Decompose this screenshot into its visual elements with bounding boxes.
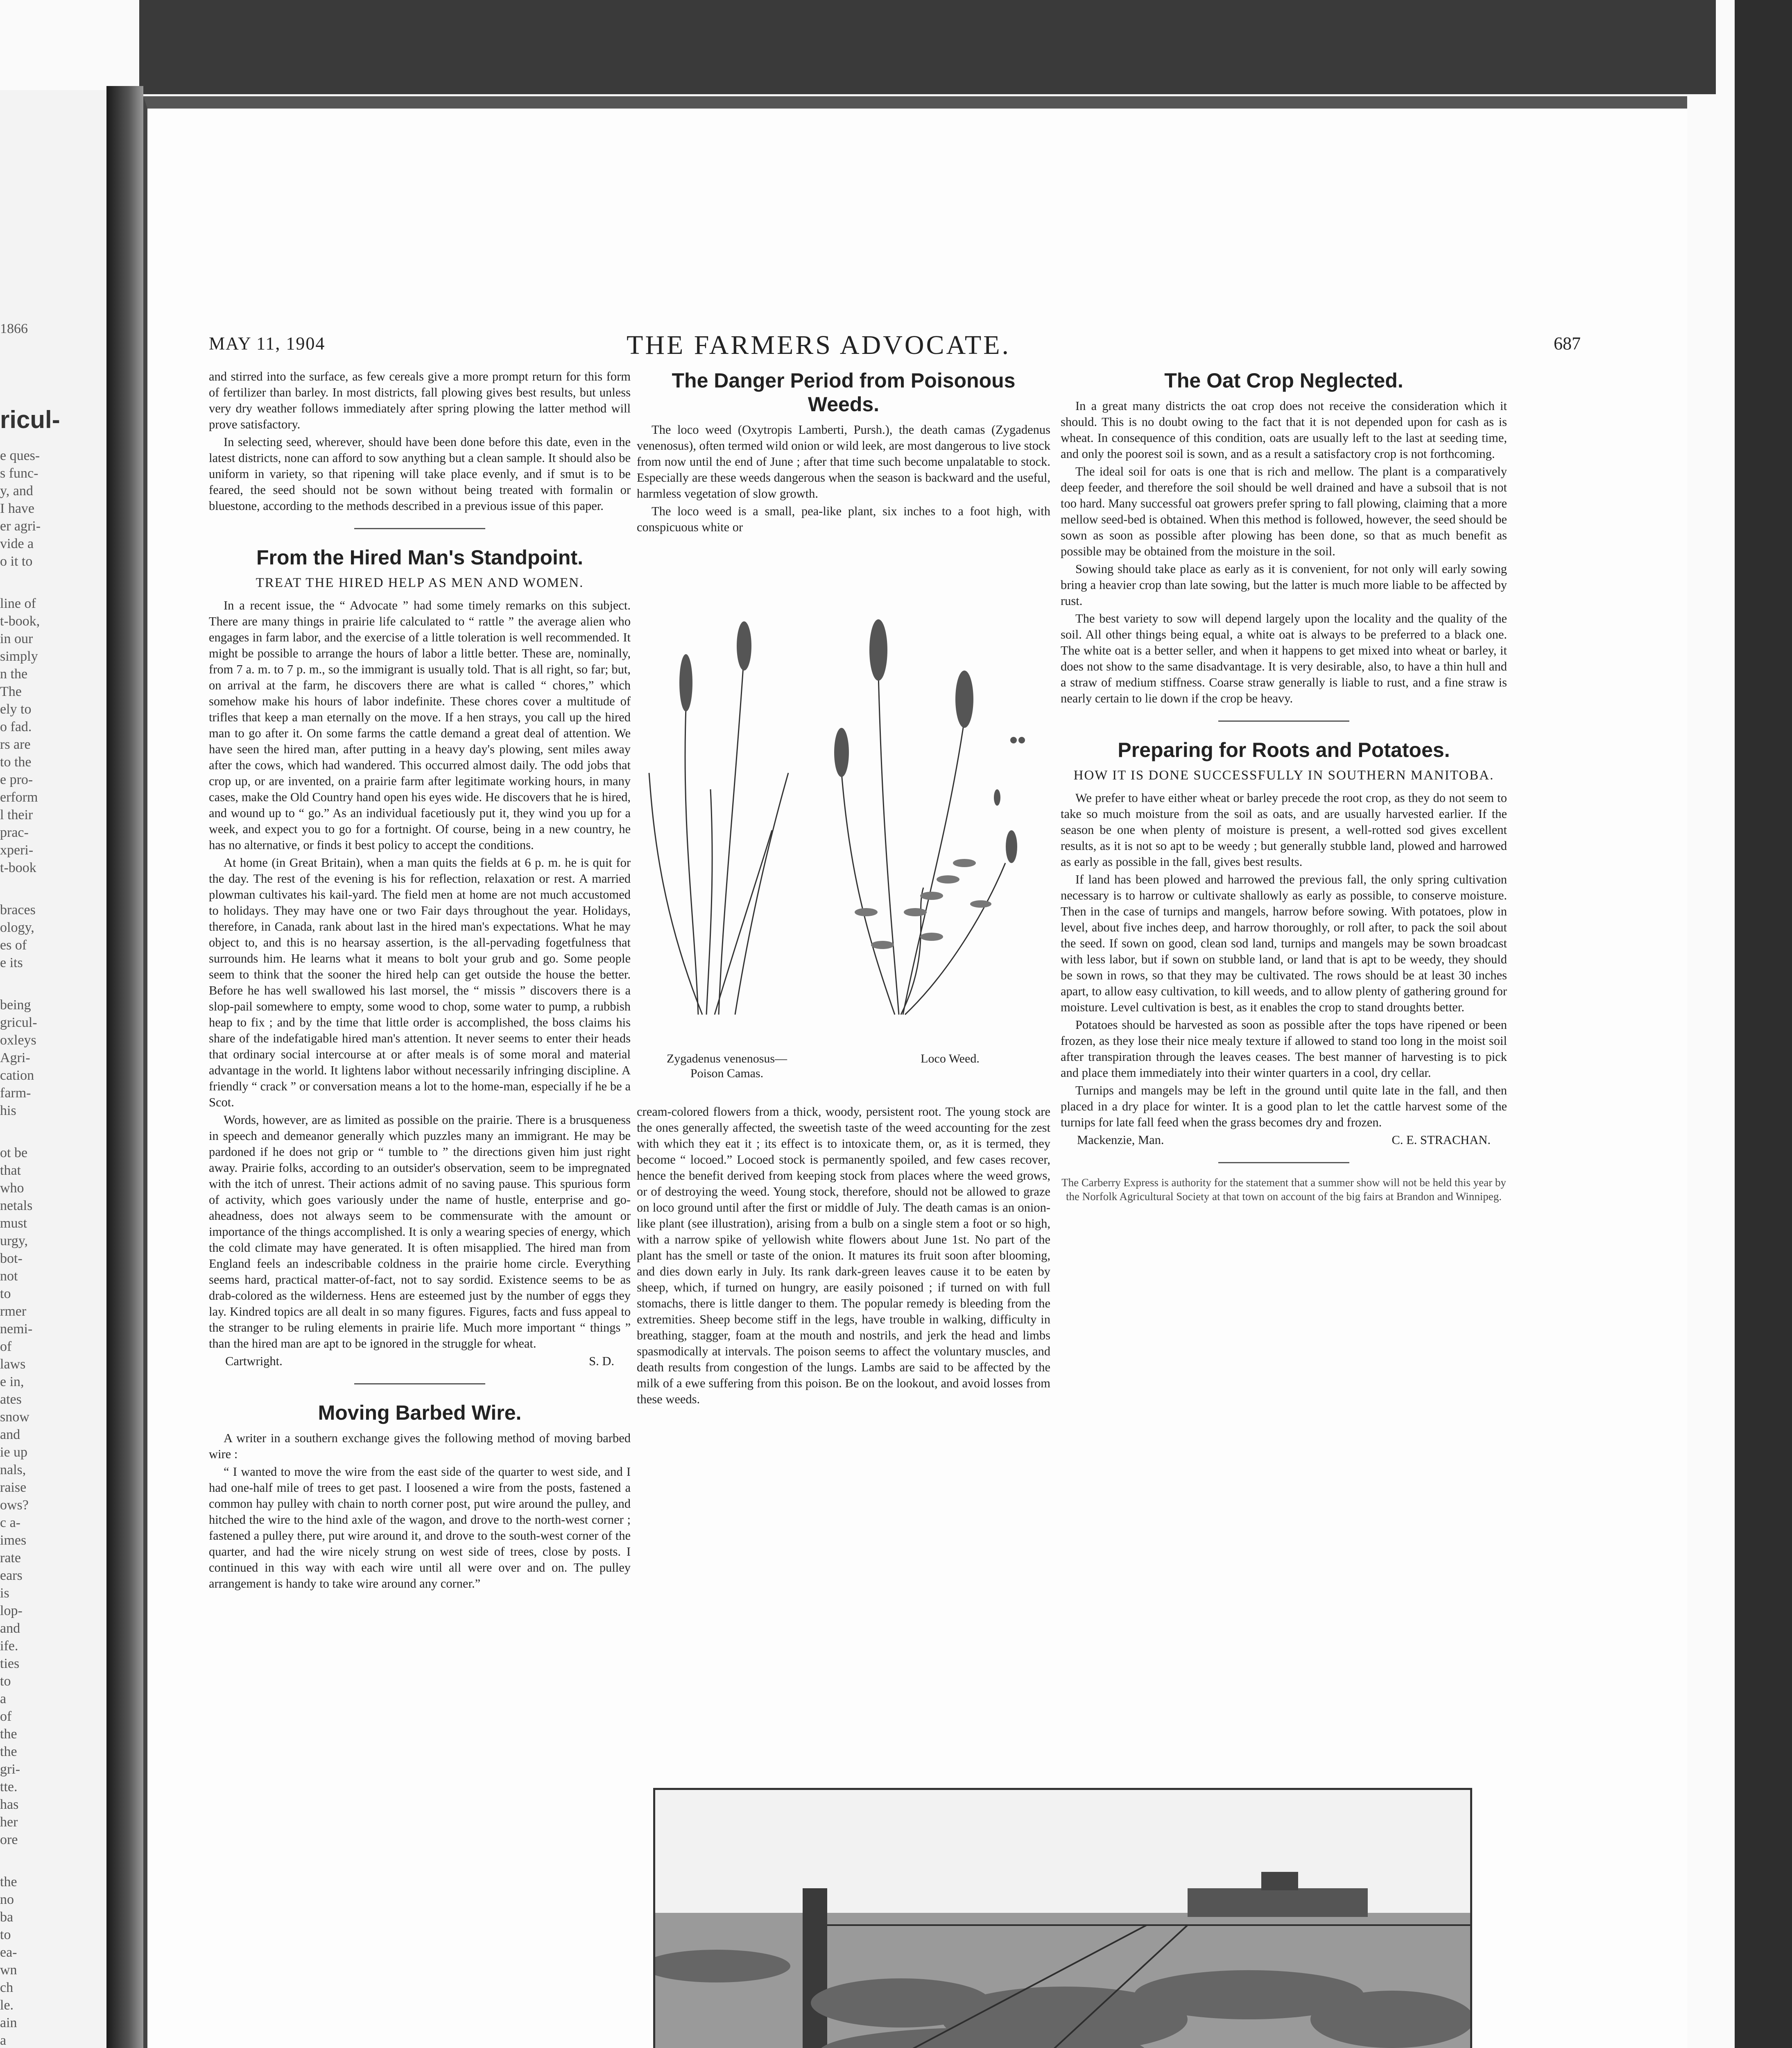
issue-date: MAY 11, 1904 bbox=[209, 333, 326, 353]
article-heading-barbed-wire: Moving Barbed Wire. bbox=[318, 1401, 522, 1424]
previous-page-fragment bbox=[0, 90, 109, 2048]
back-page-fragment: being bbox=[0, 997, 31, 1013]
back-page-fragment: ricul- bbox=[0, 406, 60, 433]
intro-article bbox=[209, 369, 631, 514]
back-page-fragment: wn bbox=[0, 1962, 17, 1978]
back-page-fragment: Agri- bbox=[0, 1050, 30, 1065]
paragraph: The ideal soil for oats is one that is rich and mellow. The plant is a comparatively deep feeder, and therefore the soil should be well drained and have a subsoil that is not too hard. Many successful oat growers prefer spring to fall plowing, claiming that a more mellow seed-bed is obtained. When this method is followed, however, the seed should be sown as soon as possible after plowing has been done, so that as much benefit as possible may be obtained from the moisture in the soil. bbox=[1061, 464, 1507, 558]
divider bbox=[1218, 1162, 1349, 1163]
back-page-fragment: xperi- bbox=[0, 843, 34, 858]
camas-leaf bbox=[706, 789, 712, 1015]
paragraph: At home (in Great Britain), when a man quits the fields at 6 p. m. he is quit for the day. The rest of the evening is his for reflection, relaxation or rest. A married plowman cultivates his kail-yard. The field men at home are not much accustomed to holidays. They may have one or two Fair days throughout the year. Holidays, therefore, in Canada, rank about last in the hired man's expectations. What he may object to, and this is no hearsay assertion, is the all-pervading fogetfulness that surrounds him. He learns what it means to bolt your grub and go. Some people seem to think that the sooner the hired help can get outside the house the better. Before he has well swallowed his last morsel, the “ missis ” discovers there is a slop-pail somewhere to empty, some wood to chop, some water to pump, a rubbish heap to fix ; and by the time that little order is accomplished, the boss claims his share of the indefatigable hired man's attention. It never seems to enter their heads that ordinary social intercourse at or after meals is of some moral and material advantage in the world. It lightens labor without necessarily infringing discipline. A friendly “ crack ” or conversation means a lot to the home-man, especially if he be a Scot. bbox=[209, 856, 631, 1109]
camas-stem bbox=[735, 773, 788, 1015]
back-page-fragment: and bbox=[0, 1427, 20, 1442]
column-middle bbox=[637, 369, 1050, 1409]
back-page-fragment: imes bbox=[0, 1533, 27, 1548]
back-page-fragment: e in, bbox=[0, 1374, 24, 1389]
loco-stem bbox=[842, 773, 895, 1015]
back-page-fragment: ears bbox=[0, 1568, 23, 1583]
article-signature bbox=[225, 1353, 614, 1369]
back-page-fragment: ain bbox=[0, 2015, 17, 2030]
back-page-fragment: snow bbox=[0, 1409, 29, 1425]
loco-flower-spike bbox=[1006, 830, 1017, 863]
loco-stem bbox=[903, 720, 964, 1015]
back-page-fragment: cation bbox=[0, 1068, 34, 1083]
back-page-fragment: ife. bbox=[0, 1638, 18, 1654]
paragraph: In a recent issue, the “ Advocate ” had some timely remarks on this subject. There are many things in prairie life calculated to “ rattle ” the average alien who engages in farm labor, and the exercise of a little toleration is well recommended. It might be possible to arrange the hours of labor a little better. These are, nominally, from 7 a. m. to 7 p. m., so the immigrant is usually told. That is all right, so far; but, on arrival at the farm, he discovers there are what is called “ chores,” which somehow make his hours of labor indefinite. These chores cover a multitude of trifles that keep a man eternally on the move. If a hen strays, you call up the hired man to go after it. On some farms the cattle demand a great deal of attention. We have seen the hired man, after putting in a heavy day's plowing, sent miles away after the cows, which had wandered. This occurred almost daily. The odd jobs that crop up, or are invented, on a prairie farm after legitimate working hours, in many cases, make the Old Country hand open his eyes wide. He discovers that he is hired, and wound up to “ go.” As an individual facetiously put it, they wind you up for a week, and expect you to go for a fortnight. Of course, being in a new country, he has no alternative, or finds it best policy to accept the conditions. bbox=[209, 598, 631, 852]
scan-edge-top bbox=[139, 0, 1716, 94]
back-page-fragment: t-book bbox=[0, 860, 36, 875]
paragraph: The loco weed (Oxytropis Lamberti, Pursh.), the death camas (Zygadenus venenosus), often termed wild onion or wild leek, are most dangerous to live stock from now until the end of June ; after that time such become unpalatable to stock. Especially are these weeds dangerous when the season is backward and the useful, harmless vegetation of slow growth. bbox=[637, 423, 1050, 501]
back-page-fragment: that bbox=[0, 1163, 21, 1178]
back-page-fragment: a bbox=[0, 2033, 7, 2048]
back-page-fragment: ie up bbox=[0, 1445, 28, 1460]
back-page-fragment: ore bbox=[0, 1832, 18, 1847]
back-page-fragment: braces bbox=[0, 902, 36, 918]
back-page-fragment: lop- bbox=[0, 1603, 23, 1618]
back-page-fragment: bot- bbox=[0, 1251, 23, 1266]
back-page-fragment: n the bbox=[0, 666, 28, 682]
back-page-fragment: er agri- bbox=[0, 519, 41, 534]
sugar-factory bbox=[1188, 1888, 1368, 1917]
back-page-fragment: y, and bbox=[0, 483, 33, 498]
back-page-fragment: prac- bbox=[0, 825, 29, 840]
back-page-fragment: o fad. bbox=[0, 719, 32, 734]
back-page-fragment: t-book, bbox=[0, 614, 40, 629]
back-page-fragment: vide a bbox=[0, 536, 34, 551]
paragraph: The best variety to sow will depend largely upon the locality and the quality of the soil. All other things being equal, a white oat is always to be preferred to a black one. The white oat is a better seller, and when it happens to get mixed into wheat or barley, it does not show to the same disadvantage. It is very desirable, also, to have a thin hull and a straw of medium stiffness. Coarse straw generally is liable to rust, and a fine straw is nearly certain to lie down if the crop be heavy. bbox=[1061, 612, 1507, 705]
back-page-fragment: line of bbox=[0, 596, 36, 611]
signature-place: Mackenzie, Man. bbox=[1077, 1133, 1164, 1147]
divider bbox=[354, 528, 485, 529]
article-subheading: HOW IT IS DONE SUCCESSFULLY IN SOUTHERN MANITOBA. bbox=[1073, 768, 1494, 783]
photo-drawing bbox=[655, 1790, 1470, 2048]
article-subheading: TREAT THE HIRED HELP AS MEN AND WOMEN. bbox=[256, 575, 584, 590]
camas-leaf bbox=[715, 830, 772, 1015]
loco-leaf bbox=[901, 888, 923, 1015]
back-page-fragment: I have bbox=[0, 501, 35, 516]
weeds-drawing bbox=[637, 544, 1050, 1047]
signature-name: S. D. bbox=[589, 1354, 614, 1368]
back-page-fragment: in our bbox=[0, 631, 33, 646]
back-page-fragment: of bbox=[0, 1339, 12, 1354]
back-page-fragment: the bbox=[0, 1726, 17, 1742]
back-page-fragment: The bbox=[0, 684, 22, 699]
book-binding bbox=[106, 86, 143, 2048]
back-page-fragment: gri- bbox=[0, 1762, 20, 1777]
back-page-fragment: ot be bbox=[0, 1145, 28, 1160]
back-page-fragment: ba bbox=[0, 1910, 14, 1925]
back-page-fragment: no bbox=[0, 1892, 14, 1907]
back-page-fragment: the bbox=[0, 1744, 17, 1759]
article-heading-oat-crop: The Oat Crop Neglected. bbox=[1164, 369, 1403, 392]
news-notice: The Carberry Express is authority for the statement that a summer show will not be held this year by the Norfolk Agricultural Society at that town on account of the big fairs at Brandon and Winnipeg. bbox=[1061, 1176, 1506, 1203]
scan-edge-right bbox=[1735, 0, 1792, 2048]
back-page-fragment: raise bbox=[0, 1480, 27, 1495]
back-page-fragment: erform bbox=[0, 790, 38, 805]
page-header bbox=[209, 330, 1581, 358]
back-page-fragment: a bbox=[0, 1691, 7, 1706]
back-page-fragment: has bbox=[0, 1797, 19, 1812]
back-page-fragment: le. bbox=[0, 1998, 14, 2013]
back-page-fragment: who bbox=[0, 1180, 24, 1196]
paragraph: “ I wanted to move the wire from the east side of the quarter to west side, and I had one-half mile of trees to get past. I loosened a wire from the posts, fastened a common hay pulley with chain to north corner post, put wire around the pulley, and hitched the wire to the hind axle of the wagon, and drove to the north-west corner ; fastened a pulley there, put wire around it, and drove to the south-west corner of the quarter, and had the wire nicely strung on west side of trees, close by posts. I continued in this way with each wire until all were over and on. The pulley arrangement is handy to take wire around any corner.” bbox=[209, 1465, 631, 1590]
back-page-fragment: tte. bbox=[0, 1779, 18, 1794]
camas-stem bbox=[685, 707, 698, 1015]
back-page-fragment: of bbox=[0, 1709, 12, 1724]
back-page-fragment: oxleys bbox=[0, 1033, 36, 1048]
loco-flower-spike bbox=[834, 728, 849, 777]
back-page-fragment: ology, bbox=[0, 920, 34, 935]
article-heading-roots-potatoes: Preparing for Roots and Potatoes. bbox=[1118, 739, 1450, 761]
signature-place: Cartwright. bbox=[225, 1354, 283, 1368]
back-page-fragment: ows? bbox=[0, 1497, 29, 1513]
camas-flower-spike bbox=[679, 654, 692, 711]
article-signature bbox=[1077, 1132, 1491, 1148]
weeds-illustration bbox=[637, 544, 1050, 1096]
sheep-photograph bbox=[653, 1788, 1472, 2048]
back-page-fragment: gricul- bbox=[0, 1015, 37, 1030]
column-right bbox=[1061, 369, 1507, 1203]
paragraph: Potatoes should be harvested as soon as possible after the tops have ripened or been frozen, as they lose their nice mealy texture if allowed to stand too long in the moist soil after transpiration through the leaves ceases. The best manner of harvesting is to pick and place them immediately into their winter quarters in a cool, dry cellar. bbox=[1061, 1018, 1507, 1080]
back-page-fragment: and bbox=[0, 1621, 20, 1636]
camas-flower-spike bbox=[737, 621, 751, 671]
paragraph: cream-colored flowers from a thick, woody, persistent root. The young stock are the ones generally affected, the sweetish taste of the weed accounting for the zest with which they eat it ; its effect is to intoxicate them, or, as it is termed, they become “ locoed.” Locoed stock is permanently spoiled, and few cases recover, hence the benefit derived from keeping stock from places where the weed grows, or of destroying the weed. Young stock, therefore, should not be allowed to graze on loco ground until after the first or middle of July. The death camas is an onion-like plant (see illustration), arising from a bulb on a single stem a foot or so high, with a narrow spike of yellowish white flowers about June 1st. No part of the plant has the smell or taste of the onion. It matures its fruit soon after blooming, and dies down early in July. Its rank dark-green leaves cause it to be eaten by sheep, which, if turned on hungry, are easily poisoned ; if turned on with full stomachs, there is little danger to them. The popular remedy is bleeding from the extremities. Sheep become stiff in the legs, have trouble in walking, difficulty in breathing, stagger, foam at the mouth and nostrils, and jerk the head and limbs spasmodically at intervals. The poison seems to affect the voluntary muscles, and death results from congestion of the lungs. Lambs are said to be affected by the milk of a ewe suffering from this poison. Be on the lookout, and avoid losses from these weeds. bbox=[637, 1105, 1050, 1406]
back-page-fragment: nemi- bbox=[0, 1321, 33, 1337]
paragraph: Sowing should take place as early as it is convenient, for not only will early sowing bring a heavier crop than late sowing, but the latter is much more liable to be affected by rust. bbox=[1061, 562, 1507, 608]
back-page-fragment: es of bbox=[0, 938, 27, 953]
back-page-fragment: e its bbox=[0, 955, 23, 970]
paragraph: We prefer to have either wheat or barley precede the root crop, as they do not seem to take so much moisture from the soil as oats, and are usually harvested earlier. If the season be one when plenty of moisture is present, a well-rotted sod gives excellent results, as it is not so apt to be weedy ; but generally stubble land, plowed and harrowed as early as possible in the fall, gives best results. bbox=[1061, 791, 1507, 869]
paragraph: The loco weed is a small, pea-like plant, six inches to a foot high, with conspicuous white or bbox=[637, 504, 1050, 534]
back-page-fragment: is bbox=[0, 1586, 9, 1601]
back-page-fragment: o it to bbox=[0, 554, 33, 569]
back-page-fragment: e pro- bbox=[0, 772, 33, 787]
masthead-title: THE FARMERS ADVOCATE. bbox=[627, 330, 1011, 360]
back-page-fragment: ties bbox=[0, 1656, 20, 1671]
signature-name: C. E. STRACHAN. bbox=[1392, 1133, 1491, 1147]
back-page-fragment: to bbox=[0, 1286, 11, 1301]
back-page-fragment: rmer bbox=[0, 1304, 27, 1319]
back-page-fragment: s func- bbox=[0, 466, 38, 481]
paragraph: If land has been plowed and harrowed the previous fall, the only spring cultivation necessary is to harrow or cultivate shallowly as early as possible, to conserve moisture. Then in the case of turnips and mangels, harrow before sowing. With potatoes, plow in level, about five inches deep, and harrow thoroughly, or roll after, to pack the soil about the seed. If sown on good, clean sod land, turnips and mangels may be sown broadcast with less labor, but if sown on stubble land, or land that is apt to be weedy, they should be sown in rows, so that they may be cultivated. The rows should be at least 30 inches apart, to allow easy cultivation, to kill weeds, and to allow plenty of gathering ground for moisture. Level cultivation is best, as it enables the crop to stand droughts better. bbox=[1061, 872, 1507, 1014]
back-page-fragment: c a- bbox=[0, 1515, 21, 1530]
back-page-fragment: ea- bbox=[0, 1945, 17, 1960]
back-page-fragment: ch bbox=[0, 1980, 14, 1995]
article-heading-poisonous-weeds: The Danger Period from Poisonous Weeds. bbox=[672, 369, 1016, 416]
sheep-photo-block bbox=[653, 1788, 1472, 2048]
paragraph: Turnips and mangels may be left in the ground until quite late in the fall, and then placed in a dry place for winter. It is a good plan to let the cattle harvest some of the turnips for late fall feed when the grass becomes dry and frozen. bbox=[1061, 1083, 1507, 1129]
back-page-fragment: laws bbox=[0, 1357, 26, 1372]
back-page-fragment: rs are bbox=[0, 737, 31, 752]
divider bbox=[1218, 720, 1349, 722]
back-page-fragment: nals, bbox=[0, 1462, 26, 1477]
loco-flower-spike bbox=[955, 671, 973, 728]
back-page-fragment: e ques- bbox=[0, 448, 40, 463]
back-page-fragment: ates bbox=[0, 1392, 22, 1407]
back-page-fragment: l their bbox=[0, 807, 33, 822]
figure-caption-loco: Loco Weed. bbox=[921, 1052, 980, 1065]
back-page-fragment: farm- bbox=[0, 1085, 31, 1101]
back-page-fragment: 1866 bbox=[0, 321, 28, 336]
paragraph: A writer in a southern exchange gives the following method of moving barbed wire : bbox=[209, 1431, 631, 1461]
figure-caption-camas: Zygadenus venenosus—Poison Camas. bbox=[666, 1052, 787, 1080]
back-page-fragment: netals bbox=[0, 1198, 33, 1213]
back-page-fragment: her bbox=[0, 1815, 18, 1830]
column-left bbox=[209, 369, 631, 1593]
back-page-fragment: the bbox=[0, 1874, 17, 1889]
back-page-fragment: rate bbox=[0, 1550, 21, 1565]
paragraph: and stirred into the surface, as few cereals give a more prompt return for this form of fertilizer than barley. In most districts, fall plowing gives best results, but unless very dry weather follows immediately after spring plowing the latter method will prove satisfactory. bbox=[209, 369, 631, 431]
back-page-fragment: to bbox=[0, 1674, 11, 1689]
back-page-fragment: simply bbox=[0, 649, 38, 664]
back-page-fragment: urgy, bbox=[0, 1233, 28, 1248]
back-page-fragment: to the bbox=[0, 754, 32, 770]
paragraph: In a great many districts the oat crop does not receive the consideration which it should. This is no doubt owing to the fact that it is not depended upon for cash as is wheat. In consequence of this condition, oats are usually left to the last at seeding time, and only the poorest soil is sown, and as a result a satisfactory crop is not forthcoming. bbox=[1061, 399, 1507, 461]
back-page-fragment: ely to bbox=[0, 702, 32, 717]
paragraph: In selecting seed, wherever, should have been done before this date, even in the latest districts, none can afford to sow anything but a clean sample. It should also be uniform in variety, so that ripening will take place evenly, and if smut is to be feared, the seed should not be sown without being treated with formalin or bluestone, according to the methods described in a previous issue of this paper. bbox=[209, 435, 631, 513]
loco-flower-spike bbox=[869, 619, 887, 681]
paragraph: Words, however, are as limited as possible on the prairie. There is a brusqueness in speech and demeanor generally which puzzles many an immigrant. He may be pardoned if he does not grip or “ tumble to ” the directions given him just right away. Prairie folks, according to an outsider's observation, seem to be impregnated with the itch of unrest. Their actions admit of no saving pause. This spurious form of activity, which goes variously under the name of hustle, enterprise and go-aheadness, does not always seem to be commensurate with the amount or importance of the things accomplished. It is only a wearing species of energy, which the cold climate may have generated. It is often misapplied. The hired man from England feels an indescribable coldness in the prairie home circle. Everything seems hard, practical matter-of-fact, not to say sordid. Existence seems to be as drab-colored as the wilderness. Hens are esteemed just by the number of eggs they lay. Kindred topics are all dealt in so many figures. Figures, facts and fuss appeal to the stranger to be ruling elements in prairie life. Much more important “ things ” than the hired man are apt to be ignored in the struggle for wheat. bbox=[209, 1113, 631, 1350]
back-page-fragment: not bbox=[0, 1269, 18, 1284]
back-page-fragment: to bbox=[0, 1927, 11, 1942]
back-page-fragment: must bbox=[0, 1216, 27, 1231]
camas-leaf bbox=[649, 773, 702, 1015]
loco-stem bbox=[878, 675, 899, 1015]
back-page-fragment: his bbox=[0, 1103, 16, 1118]
fence-post bbox=[803, 1888, 827, 2048]
divider bbox=[354, 1383, 485, 1384]
page-number: 687 bbox=[1554, 333, 1581, 353]
article-heading-hired-man: From the Hired Man's Standpoint. bbox=[256, 546, 584, 569]
